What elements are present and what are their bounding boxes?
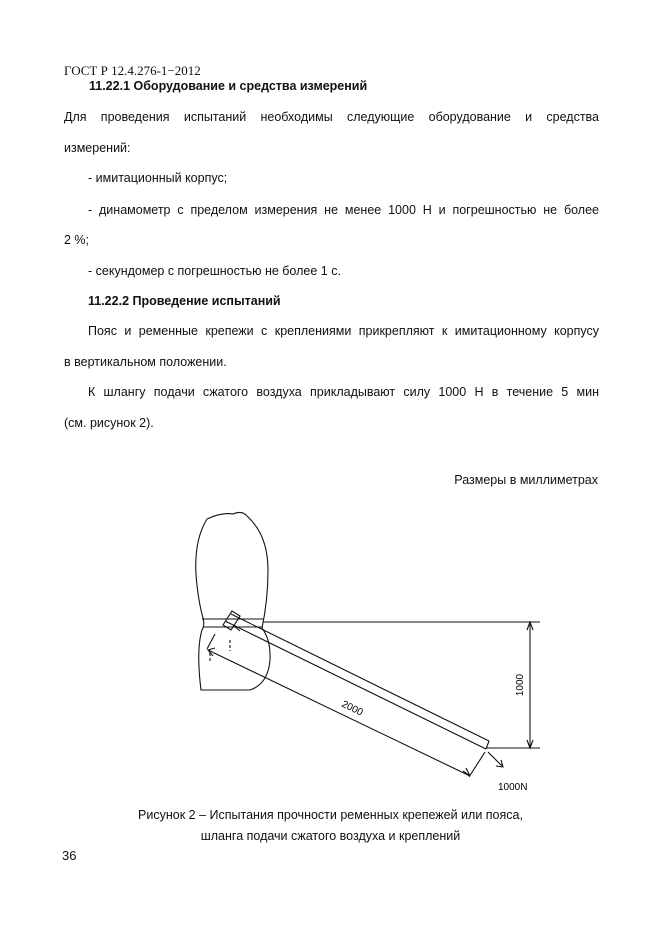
section-heading-11-22-2: 11.22.2 Проведение испытаний <box>88 294 281 308</box>
paragraph-force-line1: К шлангу подачи сжатого воздуха прикладывают силу 1000 Н в течение 5 мин <box>88 385 599 399</box>
paragraph-intro-line2: измерений: <box>64 141 131 155</box>
figure-caption-line2: шланга подачи сжатого воздуха и креплений <box>200 829 461 843</box>
mannequin-neck <box>207 512 247 519</box>
dimension-2000 <box>208 650 470 776</box>
dim-length-label: 2000 <box>339 698 365 719</box>
mannequin-body <box>196 516 270 690</box>
list-item-stopwatch: - секундомер с погрешностью не более 1 с. <box>88 264 341 278</box>
section-heading-11-22-1: 11.22.1 Оборудование и средства измерений <box>89 79 368 93</box>
document-header: ГОСТ Р 12.4.276-1−2012 <box>64 63 201 78</box>
paragraph-attach-line2: в вертикальном положении. <box>64 355 227 369</box>
units-note: Размеры в миллиметрах <box>454 473 598 487</box>
dim-height-label: 1000 <box>515 673 526 697</box>
list-item-body: - имитационный корпус; <box>88 171 228 185</box>
paragraph-intro-line1: Для проведения испытаний необходимы следующие оборудование и средства <box>64 110 599 124</box>
force-arrow <box>488 752 503 767</box>
paragraph-attach-line1: Пояс и ременные крепежи с креплениями прикрепляют к имитационному корпусу <box>88 324 599 338</box>
list-item-dynamometer-line2: 2 %; <box>64 233 90 247</box>
list-item-dynamometer-line1: - динамометр с пределом измерения не менее 1000 Н и погрешностью не более <box>88 203 599 217</box>
force-label: 1000N <box>498 782 528 793</box>
paragraph-force-line2: (см. рисунок 2). <box>64 416 154 430</box>
page-number: 36 <box>62 848 77 863</box>
hose <box>225 614 489 749</box>
figure-caption-line1: Рисунок 2 – Испытания прочности ременных крепежей или пояса, <box>138 808 523 822</box>
